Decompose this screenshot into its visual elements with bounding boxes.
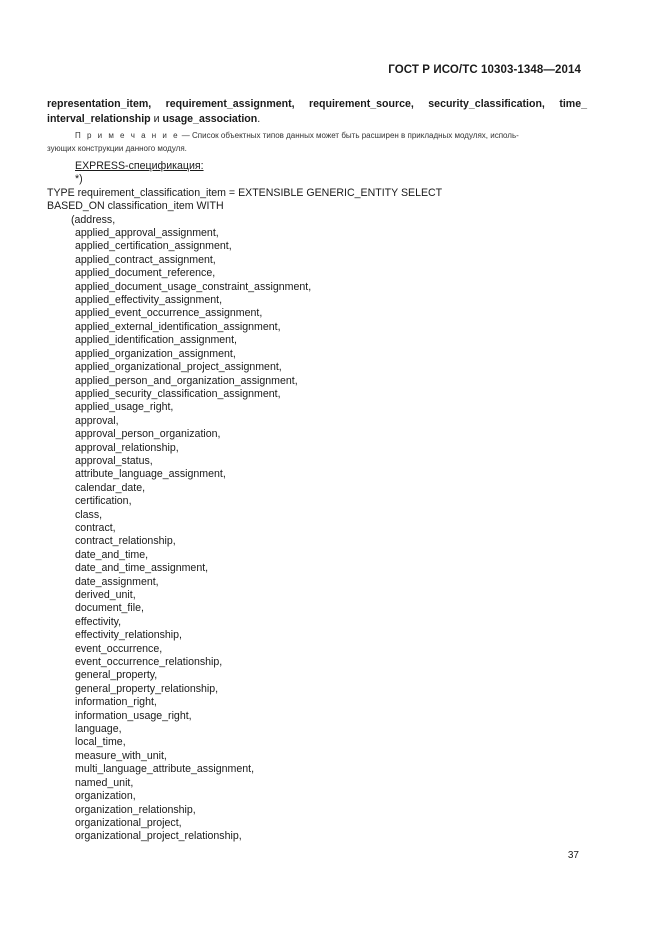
note-text: — Список объектных типов данных может быть расширен в прикладных модулях, исполь- [179, 131, 519, 140]
express-code-block [47, 160, 607, 844]
select-item: named_unit, [75, 776, 134, 789]
intro-item: usage_association [162, 112, 258, 125]
select-open-line: (address, [71, 213, 116, 226]
intro-item: interval_relationship [47, 112, 151, 125]
select-item: organizational_project_relationship, [75, 830, 242, 843]
select-item: date_assignment, [75, 575, 159, 588]
select-item: information_usage_right, [75, 709, 192, 722]
note-block [47, 129, 587, 155]
select-item: general_property, [75, 669, 158, 682]
intro-line-1 [47, 97, 587, 112]
select-item: applied_organizational_project_assignment, [75, 361, 282, 374]
type-declaration: TYPE requirement_classification_item = EXTENSIBLE GENERIC_ENTITY SELECT [47, 186, 443, 199]
intro-line-2 [47, 112, 587, 127]
select-item: general_property_relationship, [75, 682, 219, 695]
select-item: approval_person_organization, [75, 428, 221, 441]
intro-item: representation_item, [47, 98, 152, 110]
select-item: approval, [75, 414, 119, 427]
select-item: applied_person_and_organization_assignment, [75, 374, 298, 387]
select-item: measure_with_unit, [75, 749, 167, 762]
select-item: applied_external_identification_assignment, [75, 320, 281, 333]
select-items-list [47, 227, 607, 844]
note-line-2: зующих конструкции данного модуля. [47, 144, 187, 153]
select-item: date_and_time_assignment, [75, 562, 209, 575]
select-item: language, [75, 723, 122, 736]
express-spec-label: EXPRESS-спецификация: [75, 160, 204, 172]
select-item: date_and_time, [75, 548, 149, 561]
select-item: organization_relationship, [75, 803, 196, 816]
select-item: calendar_date, [75, 481, 146, 494]
comment-close: *) [75, 173, 83, 186]
select-item: certification, [75, 495, 132, 508]
select-item: applied_approval_assignment, [75, 227, 219, 240]
select-item: applied_document_reference, [75, 267, 216, 280]
select-item: applied_certification_assignment, [75, 240, 232, 253]
intro-item: security_classification, [428, 98, 545, 110]
select-item: organization, [75, 790, 136, 803]
select-item: contract, [75, 521, 116, 534]
intro-conjunction: и [150, 112, 163, 125]
select-item: contract_relationship, [75, 535, 176, 548]
select-item: applied_identification_assignment, [75, 334, 237, 347]
select-item: applied_organization_assignment, [75, 347, 236, 360]
select-item: event_occurrence, [75, 642, 163, 655]
select-item: document_file, [75, 602, 144, 615]
select-item: applied_effectivity_assignment, [75, 294, 223, 307]
select-item: applied_security_classification_assignment, [75, 387, 281, 400]
select-item: class, [75, 508, 103, 521]
select-item: organizational_project, [75, 816, 182, 829]
select-item: information_right, [75, 696, 157, 709]
intro-item: time_ [559, 98, 587, 110]
select-item: derived_unit, [75, 589, 136, 601]
intro-item: requirement_assignment, [165, 98, 295, 110]
intro-item: requirement_source, [309, 98, 414, 110]
select-item: effectivity_relationship, [75, 629, 182, 642]
select-item: local_time, [75, 736, 126, 749]
select-item: applied_usage_right, [75, 401, 174, 414]
select-item: applied_contract_assignment, [75, 253, 216, 266]
note-label: П р и м е ч а н и е [75, 131, 180, 140]
select-item: applied_document_usage_constraint_assignment, [75, 280, 312, 293]
select-item: approval_relationship, [75, 441, 179, 454]
select-item: approval_status, [75, 454, 153, 467]
page-number: 37 [567, 850, 579, 861]
intro-period: . [257, 112, 261, 125]
select-item: effectivity, [75, 615, 122, 628]
based-on-line: BASED_ON classification_item WITH [47, 200, 224, 213]
note-line-1 [47, 129, 587, 142]
document-header: ГОСТ Р ИСО/ТС 10303-1348—2014 [388, 64, 581, 76]
select-item: attribute_language_assignment, [75, 468, 226, 481]
intro-paragraph [47, 97, 587, 126]
select-item: multi_language_attribute_assignment, [75, 763, 255, 776]
select-item: applied_event_occurrence_assignment, [75, 307, 263, 320]
select-item: event_occurrence_relationship, [75, 656, 223, 669]
